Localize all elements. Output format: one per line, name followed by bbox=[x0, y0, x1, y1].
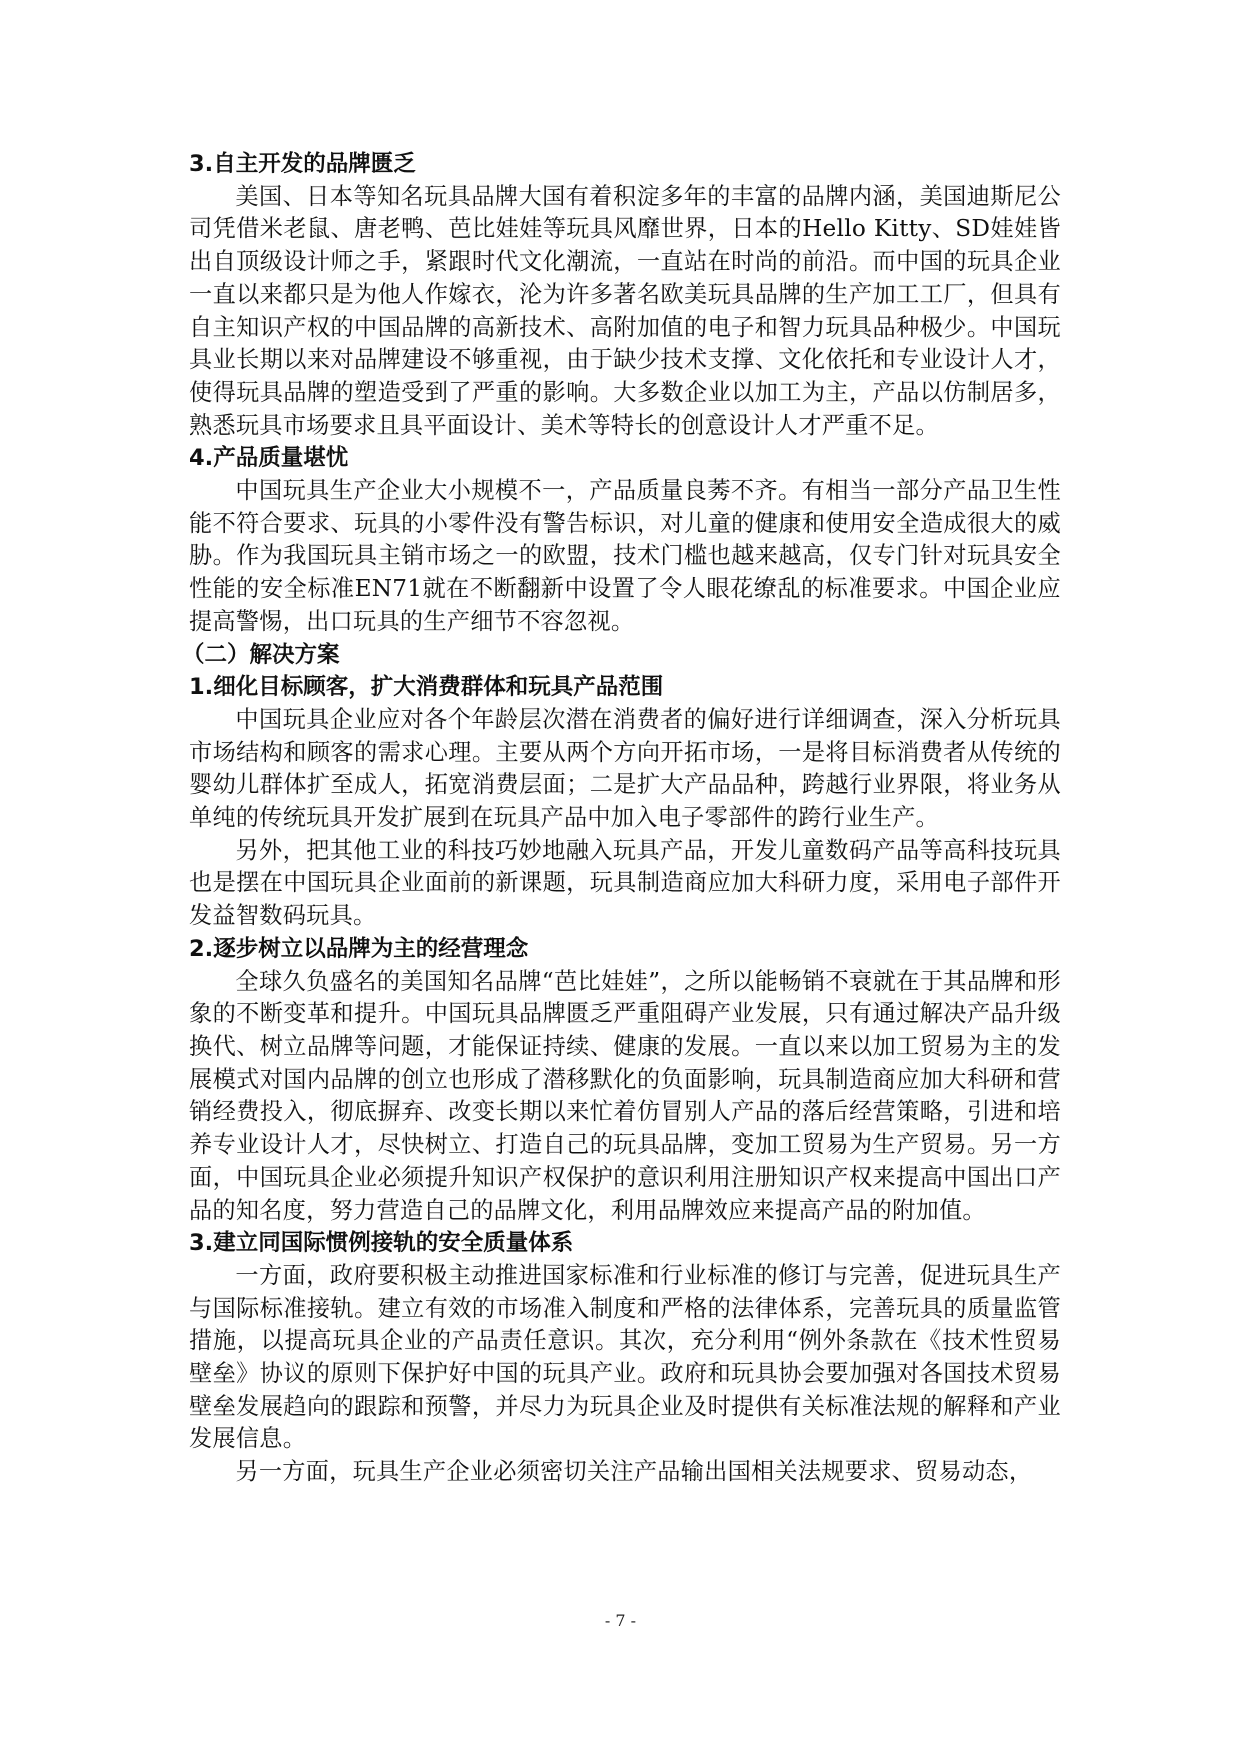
section-heading-quality-concerns: 4.产品质量堪忧 bbox=[189, 445, 349, 472]
paragraph-government-standards: 一方面，政府要积极主动推进国家标准和行业标准的修订与完善，促进玩具生产与国际标准接轨。建立有效的市场准入制度和严格的法律体系，完善玩具的质量监管措施，以提高玩具企业的产品责任意识。其次，充分利用“例外条款在《技术性贸易壁垒》协议的原则下保护好中国的玩具产业。政府和玩具协会要加强对各国技术贸易壁垒发展趋向的跟踪和预警，并尽力为玩具企业及时提供有关标准法规的解释和产业发展信息。 bbox=[189, 1261, 1061, 1453]
section-heading-brand-strategy: 2.逐步树立以品牌为主的经营理念 bbox=[189, 935, 529, 962]
paragraph-brand-shortage: 美国、日本等知名玩具品牌大国有着积淀多年的丰富的品牌内涵，美国迪斯尼公司凭借米老鼠、唐老鸭、芭比娃娃等玩具风靡世界，日本的Hello Kitty、SD娃娃皆出自顶级设计师之手，紧跟时代文化潮流，一直站在时尚的前沿。而中国的玩具企业一直以来都只是为他人作嫁衣，沦为许多著名欧美玩具品牌的生产加工工厂，但具有自主知识产权的中国品牌的高新技术、高附加值的电子和智力玩具品种极少。中国玩具业长期以来对品牌建设不够重视，由于缺少技术支撑、文化依托和专业设计人才，使得玩具品牌的塑造受到了严重的影响。大多数企业以加工为主，产品以仿制居多，熟悉玩具市场要求且具平面设计、美术等特长的创意设计人才严重不足。 bbox=[189, 182, 1061, 439]
paragraph-brand-strategy: 全球久负盛名的美国知名品牌“芭比娃娃”，之所以能畅销不衰就在于其品牌和形象的不断变革和提升。中国玩具品牌匮乏严重阻碍产业发展，只有通过解决产品升级换代、树立品牌等问题，才能保证持续、健康的发展。一直以来以加工贸易为主的发展模式对国内品牌的创立也形成了潜移默化的负面影响，玩具制造商应加大科研和营销经费投入，彻底摒弃、改变长期以来忙着仿冒别人产品的落后经营策略，引进和培养专业设计人才，尽快树立、打造自己的玩具品牌，变加工贸易为生产贸易。另一方面，中国玩具企业必须提升知识产权保护的意识利用注册知识产权来提高中国出口产品的知名度，努力营造自己的品牌文化，利用品牌效应来提高产品的附加值。 bbox=[189, 967, 1061, 1224]
document-page bbox=[182, 148, 1061, 1489]
section-heading-safety-system: 3.建立同国际惯例接轨的安全质量体系 bbox=[189, 1230, 574, 1257]
section-heading-brand-shortage: 3.自主开发的品牌匮乏 bbox=[189, 151, 416, 177]
paragraph-target-customers: 中国玩具企业应对各个年龄层次潜在消费者的偏好进行详细调查，深入分析玩具市场结构和顾客的需求心理。主要从两个方向开拓市场，一是将目标消费者从传统的婴幼儿群体扩至成人，拓宽消费层面；二是扩大产品品种，跨越行业界限，将业务从单纯的传统玩具开发扩展到在玩具产品中加入电子零部件的跨行业生产。 bbox=[189, 705, 1061, 832]
page-number: - 7 - bbox=[604, 1611, 637, 1630]
paragraph-enterprise-regulations: 另一方面，玩具生产企业必须密切关注产品输出国相关法规要求、贸易动态， bbox=[235, 1458, 1033, 1486]
paragraph-high-tech-toys: 另外，把其他工业的科技巧妙地融入玩具产品，开发儿童数码产品等高科技玩具也是摆在中国玩具企业面前的新课题，玩具制造商应加大科研力度，采用电子部件开发益智数码玩具。 bbox=[189, 836, 1061, 930]
section-heading-solutions: （二）解决方案 bbox=[182, 641, 340, 668]
section-heading-target-customers: 1.细化目标顾客，扩大消费群体和玩具产品范围 bbox=[189, 674, 664, 701]
paragraph-quality-concerns: 中国玩具生产企业大小规模不一，产品质量良莠不齐。有相当一部分产品卫生性能不符合要求、玩具的小零件没有警告标识，对儿童的健康和使用安全造成很大的威胁。作为我国玩具主销市场之一的欧盟，技术门槛也越来越高，仅专门针对玩具安全性能的安全标准EN71就在不断翻新中设置了令人眼花缭乱的标准要求。中国企业应提高警惕，出口玩具的生产细节不容忽视。 bbox=[189, 477, 1061, 635]
